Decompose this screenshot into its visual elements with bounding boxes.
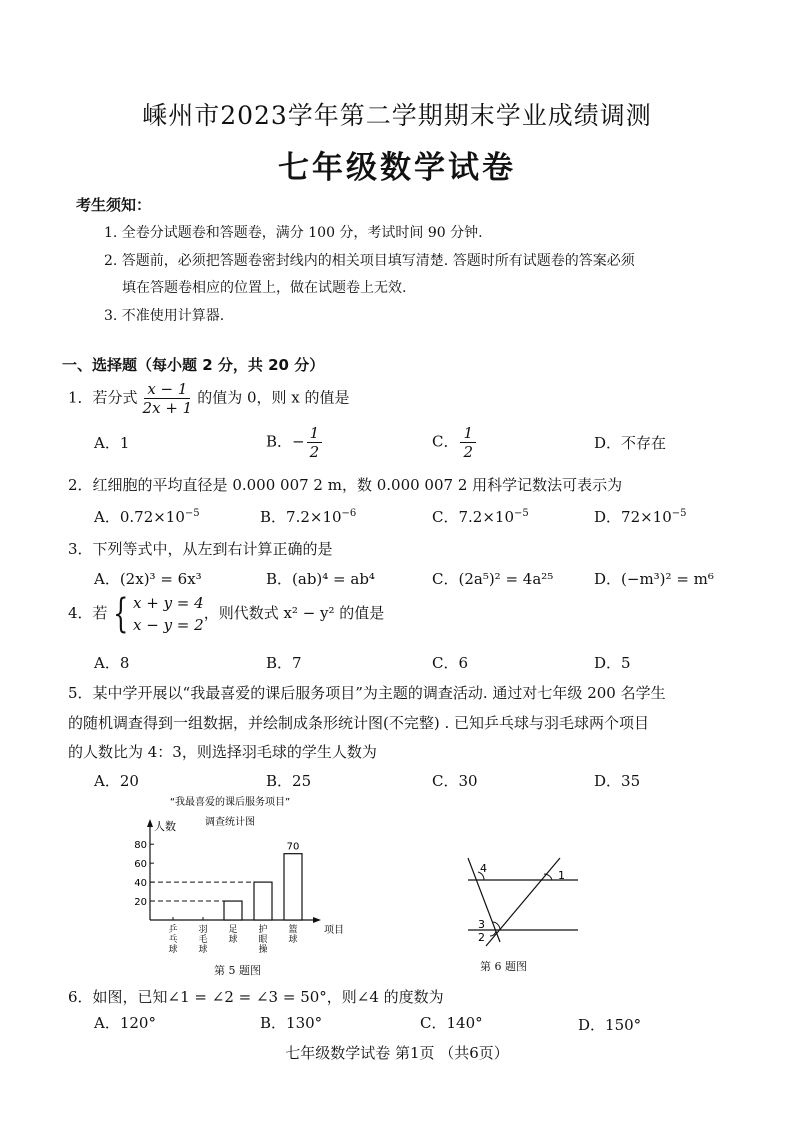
question-4-stem: 4．若 { x + y = 4 x − y = 2 ，则代数式 x² − y² 的值是 <box>68 591 385 637</box>
bar-chart <box>120 792 360 982</box>
q3-option-d: D．(−m³)² = m⁶ <box>594 570 714 588</box>
question-1-stem: 1．若分式 $\frac{x - 1}{2x + 1}$ 的值为 0，则 x 的值是 <box>68 380 350 417</box>
bar <box>254 882 272 920</box>
bar <box>284 854 302 920</box>
section-heading: 一、选择题（每小题 2 分，共 20 分） <box>62 356 325 374</box>
exam-subtitle: 七年级数学试卷 <box>278 150 516 186</box>
page-footer: 七年级数学试卷 第1页 （共6页） <box>285 1044 509 1062</box>
y-tick-label: 80 <box>134 840 147 852</box>
data-label: 70 <box>286 841 300 853</box>
q2-option-c: C．$7.2\times 10^{-5}$ <box>432 508 529 526</box>
x-tick-label: 护眼操 <box>258 925 268 955</box>
q6-option-a: A．120° <box>94 1014 156 1032</box>
q4-option-a: A．8 <box>94 654 130 672</box>
angle-2-label: 2 <box>478 931 485 944</box>
q5-option-b: B．25 <box>266 772 312 790</box>
y-tick-label: 60 <box>134 859 147 871</box>
x-tick-label: 乒乓球 <box>168 925 178 955</box>
fig5-caption: 第 5 题图 <box>214 964 261 977</box>
transversal-right <box>486 858 560 946</box>
q1-option-c: C． $\frac{1}{2}$ <box>432 424 478 461</box>
q6-option-c: C．140° <box>420 1014 483 1032</box>
q6-option-b: B．130° <box>260 1014 323 1032</box>
q2-option-b: B．$7.2\times 10^{-6}$ <box>260 508 357 526</box>
q5-option-c: C．30 <box>432 772 478 790</box>
angle-4-label: 4 <box>480 862 487 875</box>
equation-system: { x + y = 4 x − y = 2 <box>112 591 204 637</box>
x-tick-label: 篮球 <box>288 925 298 945</box>
exam-title: 嵊州市2023学年第二学期期末学业成绩调测 <box>142 101 652 130</box>
question-5-line-2: 的随机调查得到一组数据，并绘制成条形统计图(不完整) . 已知乒乓球与羽毛球两个项目 <box>68 714 650 732</box>
q1-option-a: A．1 <box>94 434 130 452</box>
notice-heading: 考生须知： <box>76 196 152 214</box>
angle-1-label: 1 <box>558 869 565 882</box>
chart-subtitle: 调查统计图 <box>205 817 255 828</box>
q5-option-a: A．20 <box>94 772 139 790</box>
chart-title: “我最喜爱的课后服务项目” <box>169 797 291 808</box>
chart-x-label: 项目 <box>324 925 344 936</box>
notice-item-3: 3. 不准使用计算器. <box>104 308 225 324</box>
q3-option-c: C．(2a⁵)² = 4a²⁵ <box>432 570 554 588</box>
q4-option-d: D．5 <box>594 654 631 672</box>
notice-item-2-cont: 填在答题卷相应的位置上，做在试题卷上无效. <box>122 280 407 296</box>
x-tick-label: 羽毛球 <box>198 925 208 955</box>
question-6-stem: 6．如图，已知∠1 = ∠2 = ∠3 = 50°，则∠4 的度数为 <box>68 988 444 1006</box>
x-axis-arrow <box>313 917 321 923</box>
chart-y-label: 人数 <box>154 820 176 833</box>
q5-option-d: D．35 <box>594 772 641 790</box>
notice-item-1: 1. 全卷分试题卷和答题卷，满分 100 分，考试时间 90 分钟. <box>104 225 483 241</box>
y-tick-label: 20 <box>134 897 147 909</box>
q4-option-c: C．6 <box>432 654 469 672</box>
q2-option-d: D．$72\times 10^{-5}$ <box>594 508 687 526</box>
question-5-line-1: 5．某中学开展以“我最喜爱的课后服务项目”为主题的调查活动. 通过对七年级 200 名学生 <box>68 684 666 702</box>
q1-option-d: D．不存在 <box>594 434 667 452</box>
q3-option-b: B．(ab)⁴ = ab⁴ <box>266 570 375 588</box>
q3-option-a: A．(2x)³ = 6x³ <box>94 570 202 588</box>
notice-item-2: 2. 答题前，必须把答题卷密封线内的相关项目填写清楚. 答题时所有试题卷的答案必须 <box>104 253 635 269</box>
x-tick-label: 足球 <box>228 925 238 945</box>
q4-option-b: B．7 <box>266 654 302 672</box>
q6-option-d: D．150° <box>578 1016 642 1034</box>
q1-option-b: B．− $\frac{1}{2}$ <box>266 424 324 461</box>
fig6-caption: 第 6 题图 <box>480 960 527 973</box>
question-3-stem: 3．下列等式中，从左到右计算正确的是 <box>68 540 333 558</box>
question-5-line-3: 的人数比为 4：3，则选择羽毛球的学生人数为 <box>68 743 377 761</box>
bar <box>224 901 242 920</box>
y-axis-arrow <box>147 819 153 827</box>
question-2-stem: 2．红细胞的平均直径是 0.000 007 2 m，数 0.000 007 2 用科学记数法可表示为 <box>68 476 623 494</box>
q2-option-a: A．$0.72\times 10^{-5}$ <box>94 508 200 526</box>
angle-3-label: 3 <box>478 918 485 931</box>
fraction: $\frac{x - 1}{2x + 1}$ <box>142 380 193 417</box>
y-tick-label: 40 <box>134 878 147 890</box>
figure-6 <box>460 852 590 952</box>
